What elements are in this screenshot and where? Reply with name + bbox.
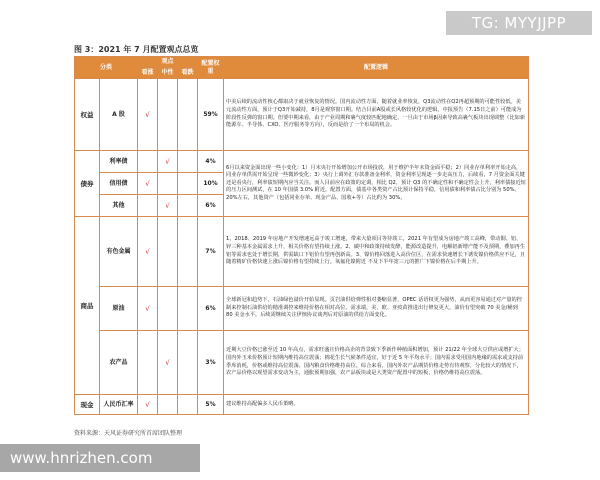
header-weight: 配置权重 <box>198 57 224 79</box>
table-row-bond-rate <box>75 151 529 173</box>
weight-agricultural: 3% <box>198 331 224 395</box>
logic-equity: 中美后续的流动性核心都取决于就业恢复的情况。国内流动性方面，随着就业率恢复，Q3流动性在Q2再超预期的可能性较低。美元流动性方面，预计于Q3开始减持，8月是观察窗口期。结合目前A股或长风格较优化的逻辑，中报预告（7.15日之前）可能成为阶段性反弹的窗口期。但要中期来看，由于产业周期和裹气度较匹配地确定，一旦由于市场β因素导致高裹气板块出现调整（比如新能源车、半导体、CXO、医疗服务等方向），反而是给了一个布局的机会。 <box>224 79 529 151</box>
subcategory-rmb-fx: 人民币汇率 <box>100 395 138 415</box>
logic-bond: 6月以来资金面出现一些小变化：1）月末央行开始增加公开市场投放，用于维护半年末资金面平稳；2）同业存单利率开始走高，同业存单供需开始呈现一些微妙变化；3）央行上调外汇存款准备金利率，资金利率呈现逐一步走高压力，后续看，7 月资金面关键还是看央行，利率债短期内应当关注。而人目前应在政策的定调，相比 Q2，预计 Q3 的不确定性和不确定性会上升，利率债接近短的压力区间测试，在 10 年国债 3.0% 附近。配置方面，债基中各类资产占比预计保持平稳，信用债和利率债占比分别为 50%、20%左右，其他资产（包括同业存单、现金产品、国收+等）占比约为 30%。 <box>224 151 529 217</box>
logic-agricultural: 近期大豆价格已涨至近 10 年高点，需求旺盛且价格高企的背景致下季新作种植面积增加，预计 21/22 年全球大豆供应或增扩大；国内外玉米价格预计短期内维持高位震荡；棉花生长气候条件适宜，好于近 5 年平均水平；国内需求受用国内地缘的需求或支持前季库消耗，价格或维持高位震荡。国内粮食价格维持高位。综合来看，国内外农产品期货价格走势有待观察，分化较大的情况下，农产品价格以观望需求变动为主，通胀预期加强，农产品板块或是大类资产配置中的短板，价格仍维持高位震荡。 <box>224 331 529 395</box>
weight-cash: 5% <box>198 395 224 415</box>
logic-nonferrous-metals: 1、2018、2019 年房地产开发增速远高于竣工增速，带来大量项目等待竣工，2021 年有望成为房地产竣工高峰，带动铜、铝、锌三种基本金属需求上升，相关价格有望持续上涨。2、碳中和政策持续发酵，能源改造提升，电解铝新增产能不及预期，叠加再生铝等需求也处于增长期，供需缺口下铝价有望再创新高。3、镍价格回落进入高价位区，在需求快速增长下诱发镍价格供应不足，且随着精矿价格快速上涨后镍价格有望持续上行。氧氟化镍附近 不及下半年宽三元的推广下镍价格在后半期上升。 <box>224 217 529 287</box>
figure-caption: 图 3：2021 年 7 月配置观点总览 <box>74 45 199 54</box>
weight-equity: 59% <box>198 79 224 151</box>
watermark-bottom: www.hnrizhen.com <box>0 444 200 472</box>
source-note: 资料来源：天风证券研究所首席团队整理 <box>74 430 183 437</box>
check-mark: √ <box>138 217 158 287</box>
weight-other-bond: 6% <box>198 195 224 217</box>
header-view: 观点 <box>138 57 198 68</box>
weight-rate-bond: 4% <box>198 151 224 173</box>
subcategory-crude-oil: 原油 <box>100 287 138 331</box>
header-bull: 看涨 <box>138 68 158 79</box>
check-mark: √ <box>138 79 158 151</box>
subcategory-rate-bond: 利率债 <box>100 151 138 173</box>
table-row-cash <box>75 395 529 415</box>
weight-crude-oil: 6% <box>198 287 224 331</box>
category-equity: 权益 <box>75 79 100 151</box>
table-row-commodity-metals <box>75 217 529 287</box>
subcategory-credit-bond: 信用债 <box>100 173 138 195</box>
watermark-top: TG: MYYJJPP <box>446 11 592 35</box>
table-row-equity <box>75 79 529 151</box>
table-row-commodity-agri <box>75 331 529 395</box>
weight-credit-bond: 10% <box>198 173 224 195</box>
category-bond: 债券 <box>75 151 100 217</box>
category-commodity: 商品 <box>75 217 100 395</box>
weight-nonferrous-metals: 7% <box>198 217 224 287</box>
logic-crude-oil: 全球新冠和趋势下，石油绿色溢价开始显现。页岩油供给弹性相对萎缩显著，OPEC 话语权更为强势，从而更容易通过对产量的控制来控制石油供给的精准调控来维持价格在相对高位。需求端，美、欧、亚疫苗推进出行修复更大，油价有望突破 70 美金/桶到 80 美金水平。后续需继续关注伊核协议谈判后对原油的供给方面变化。 <box>224 287 529 331</box>
table-row-commodity-oil <box>75 287 529 331</box>
check-mark: √ <box>138 173 158 195</box>
header-neutral: 中性 <box>158 68 178 79</box>
check-mark: √ <box>158 151 178 173</box>
category-cash: 现金 <box>75 395 100 415</box>
header-bear: 看跌 <box>178 68 198 79</box>
check-mark: √ <box>158 195 178 217</box>
subcategory-agricultural: 农产品 <box>100 331 138 395</box>
logic-cash: 建议维持高配偏多人民币策略。 <box>224 395 529 415</box>
header-category: 分类 <box>75 57 138 79</box>
subcategory-other-bond: 其他 <box>100 195 138 217</box>
header-row-1 <box>75 57 529 68</box>
check-mark: √ <box>138 287 158 331</box>
check-mark: √ <box>158 331 178 395</box>
header-logic: 配置逻辑 <box>224 57 529 79</box>
subcategory-a-share: A 股 <box>100 79 138 151</box>
check-mark: √ <box>138 395 158 415</box>
subcategory-nonferrous-metals: 有色金属 <box>100 217 138 287</box>
allocation-table <box>74 56 529 415</box>
